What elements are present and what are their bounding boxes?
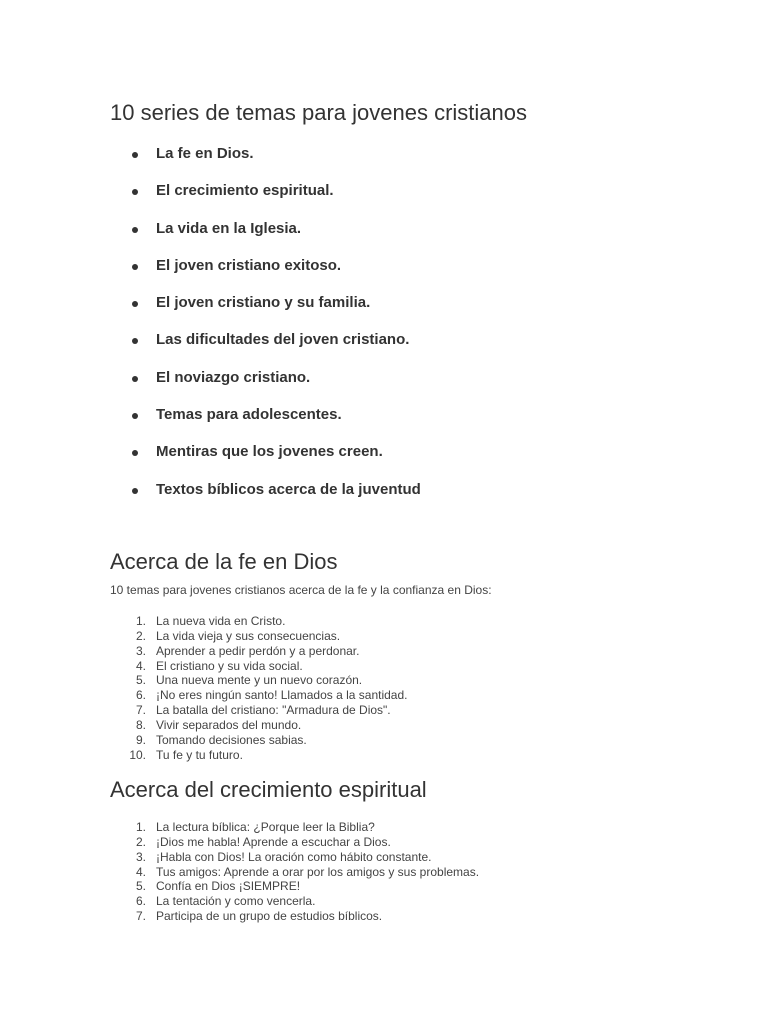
list-item-label: Tu fe y tu futuro. bbox=[156, 747, 243, 762]
list-item-label: El joven cristiano y su familia. bbox=[156, 294, 371, 312]
bullet-icon bbox=[132, 338, 138, 344]
list-item bbox=[110, 254, 421, 291]
list-item bbox=[110, 733, 408, 748]
list-item bbox=[110, 614, 408, 629]
list-item bbox=[110, 673, 408, 688]
list-item-label: La vida en la Iglesia. bbox=[156, 219, 302, 237]
list-item bbox=[110, 644, 408, 659]
list-item-number: 3. bbox=[135, 849, 146, 864]
section-title-fe: Acerca de la fe en Dios bbox=[110, 549, 338, 574]
list-item-label: Las dificultades del joven cristiano. bbox=[156, 331, 410, 349]
list-item bbox=[110, 217, 421, 254]
list-item-label: La vida vieja y sus consecuencias. bbox=[156, 628, 341, 643]
topics-list-fe bbox=[110, 614, 408, 762]
bullet-icon bbox=[132, 413, 138, 419]
list-item bbox=[110, 142, 421, 179]
bullet-icon bbox=[132, 152, 138, 158]
list-item bbox=[110, 291, 421, 328]
list-item-number: 7. bbox=[135, 909, 146, 924]
list-item bbox=[110, 879, 479, 894]
list-item bbox=[110, 179, 421, 216]
list-item-label: Mentiras que los jovenes creen. bbox=[156, 443, 383, 461]
bullet-icon bbox=[132, 488, 138, 494]
list-item bbox=[110, 366, 421, 403]
list-item-label: Una nueva mente y un nuevo corazón. bbox=[156, 673, 363, 688]
list-item-number: 1. bbox=[135, 820, 146, 834]
list-item-number: 8. bbox=[135, 717, 146, 732]
main-title: 10 series de temas para jovenes cristianos bbox=[110, 100, 527, 125]
list-item-label: Tus amigos: Aprende a orar por los amigos y sus problemas. bbox=[156, 864, 480, 879]
list-item bbox=[110, 909, 479, 924]
list-item-number: 5. bbox=[135, 673, 146, 688]
list-item-number: 2. bbox=[135, 628, 146, 643]
list-item-label: La batalla del cristiano: "Armadura de Dios". bbox=[156, 703, 391, 718]
list-item bbox=[110, 865, 479, 880]
list-item bbox=[110, 629, 408, 644]
list-item-label: El noviazgo cristiano. bbox=[156, 368, 311, 386]
list-item bbox=[110, 328, 421, 365]
list-item-label: ¡No eres ningún santo! Llamados a la santidad. bbox=[156, 688, 408, 703]
list-item-label: La nueva vida en Cristo. bbox=[156, 614, 286, 628]
list-item bbox=[110, 718, 408, 733]
list-item bbox=[110, 440, 421, 477]
list-item-number: 5. bbox=[135, 879, 146, 894]
list-item bbox=[110, 850, 479, 865]
list-item-label: Vivir separados del mundo. bbox=[156, 717, 302, 732]
bullet-icon bbox=[132, 450, 138, 456]
list-item-label: Aprender a pedir perdón y a perdonar. bbox=[156, 643, 360, 658]
list-item-label: La fe en Dios. bbox=[156, 145, 254, 162]
list-item-number: 4. bbox=[135, 658, 146, 673]
list-item bbox=[110, 403, 421, 440]
list-item-number: 3. bbox=[135, 643, 146, 658]
section-title-crecimiento: Acerca del crecimiento espiritual bbox=[110, 777, 427, 802]
list-item-number: 6. bbox=[135, 894, 146, 909]
list-item bbox=[110, 820, 479, 835]
list-item-number: 9. bbox=[135, 732, 146, 747]
bullet-icon bbox=[132, 301, 138, 307]
list-item bbox=[110, 748, 408, 763]
list-item-number: 1. bbox=[135, 614, 146, 628]
section-intro-fe: 10 temas para jovenes cristianos acerca de la fe y la confianza en Dios: bbox=[110, 583, 492, 597]
list-item-number: 4. bbox=[135, 864, 146, 879]
list-item-label: Confía en Dios ¡SIEMPRE! bbox=[156, 879, 301, 894]
list-item-label: Tomando decisiones sabias. bbox=[156, 732, 307, 747]
list-item bbox=[110, 703, 408, 718]
series-list bbox=[110, 142, 421, 515]
list-item-label: La tentación y como vencerla. bbox=[156, 894, 316, 909]
topics-list-crecimiento bbox=[110, 820, 479, 924]
list-item-label: ¡Habla con Dios! La oración como hábito constante. bbox=[156, 849, 432, 864]
bullet-icon bbox=[132, 227, 138, 233]
list-item-label: El cristiano y su vida social. bbox=[156, 658, 303, 673]
list-item-number: 6. bbox=[135, 688, 146, 703]
bullet-icon bbox=[132, 189, 138, 195]
list-item-label: ¡Dios me habla! Aprende a escuchar a Dios. bbox=[156, 834, 391, 849]
list-item-label: Textos bíblicos acerca de la juventud bbox=[156, 480, 421, 498]
list-item bbox=[110, 478, 421, 515]
list-item-label: La lectura bíblica: ¿Porque leer la Biblia? bbox=[156, 820, 375, 834]
bullet-icon bbox=[132, 264, 138, 270]
list-item bbox=[110, 659, 408, 674]
list-item bbox=[110, 835, 479, 850]
list-item-label: Participa de un grupo de estudios bíblicos. bbox=[156, 909, 383, 924]
list-item bbox=[110, 688, 408, 703]
bullet-icon bbox=[132, 376, 138, 382]
list-item-number: 7. bbox=[135, 703, 146, 718]
list-item-number: 2. bbox=[135, 834, 146, 849]
list-item-label: Temas para adolescentes. bbox=[156, 406, 342, 424]
list-item bbox=[110, 894, 479, 909]
list-item-number: 10. bbox=[129, 747, 146, 762]
list-item-label: El joven cristiano exitoso. bbox=[156, 256, 342, 274]
list-item-label: El crecimiento espiritual. bbox=[156, 182, 334, 200]
